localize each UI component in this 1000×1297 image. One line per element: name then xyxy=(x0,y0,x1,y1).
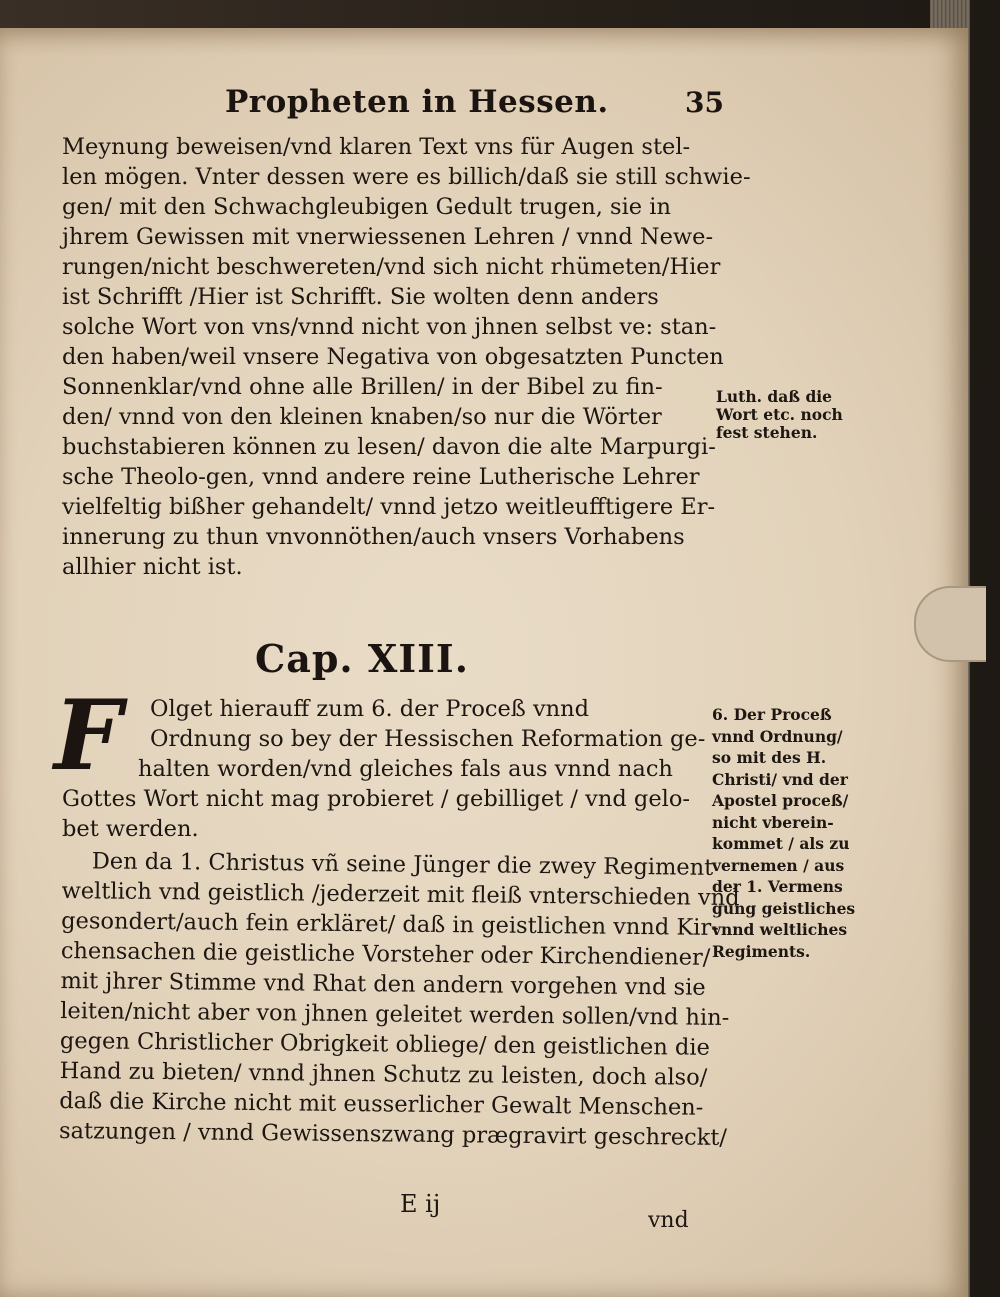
margin-note-line: vernemen / aus xyxy=(712,855,845,875)
text-line: Sonnenklar/vnd ohne alle Brillen/ in der Bibel zu fin- xyxy=(62,374,663,400)
margin-note-line: fest stehen. xyxy=(716,423,818,442)
text-line: Den da 1. Christus vñ seine Jünger die zwey Regiment xyxy=(91,848,714,881)
chapter-heading: Cap. XIII. xyxy=(255,636,469,681)
margin-note-line: Luth. daß die xyxy=(716,387,833,406)
margin-note-line: nicht vberein- xyxy=(712,812,834,832)
text-line: sche Theolo-gen, vnnd andere reine Lutherische Lehrer xyxy=(62,464,700,490)
text-line: solche Wort von vns/vnnd nicht von jhnen selbst ve: stan- xyxy=(62,314,717,340)
text-line: rungen/nicht beschwereten/vnd sich nicht rhümeten/Hier xyxy=(62,254,721,280)
text-line: Gottes Wort nicht mag probieret / gebilliget / vnd gelo- xyxy=(62,786,690,812)
paragraph-1 xyxy=(62,132,751,582)
text-line: vielfeltig bißher gehandelt/ vnnd jetzo weitleufftigere Er- xyxy=(62,494,716,520)
text-line: mit jhrer Stimme vnd Rhat den andern vorgehen vnd sie xyxy=(60,967,706,1001)
text-line: gesondert/auch fein erkläret/ daß in geistlichen vnnd Kir- xyxy=(61,907,719,941)
margin-note-line: der 1. Vermens xyxy=(712,877,843,896)
drop-capital: F xyxy=(54,679,123,792)
margin-note-line: Wort etc. noch xyxy=(716,405,843,424)
text-line: Ordnung so bey der Hessischen Reformation ge- xyxy=(150,726,706,752)
text-line: Olget hierauff zum 6. der Proceß vnnd xyxy=(150,696,590,722)
text-line: gegen Christlicher Obrigkeit obliege/ den geistlichen die xyxy=(59,1027,710,1061)
text-line: allhier nicht ist. xyxy=(62,554,243,580)
margin-note-2 xyxy=(712,704,855,962)
page-header xyxy=(225,84,745,124)
text-line: leiten/nicht aber von jhnen geleitet werden sollen/vnd hin- xyxy=(60,997,730,1031)
margin-note-line: vnnd Ordnung/ xyxy=(712,726,843,746)
paragraph-2 xyxy=(62,694,722,844)
catchword: vnd xyxy=(648,1208,689,1233)
running-head: Propheten in Hessen. xyxy=(225,84,609,120)
margin-note-line: 6. Der Proceß xyxy=(712,705,832,724)
text-line: gen/ mit den Schwachgleubigen Gedult trugen, sie in xyxy=(62,194,671,220)
text-line: daß die Kirche nicht mit eusserlicher Gewalt Menschen- xyxy=(59,1087,704,1121)
margin-note-line: Regiments. xyxy=(712,941,811,961)
text-line: bet werden. xyxy=(62,816,199,842)
text-line: satzungen / vnnd Gewissenszwang prægravirt geschreckt/ xyxy=(58,1117,728,1151)
margin-note-line: gung geistliches xyxy=(712,898,856,918)
text-line: chensachen die geistliche Vorsteher oder Kirchendiener/ xyxy=(60,937,711,971)
text-line: jhrem Gewissen mit vnerwiessenen Lehren / vnnd Newe- xyxy=(62,224,714,250)
text-line: den haben/weil vnsere Negativa von obgesatzten Puncten xyxy=(62,344,724,370)
index-tab xyxy=(914,586,986,662)
text-line: den/ vnnd von den kleinen knaben/so nur die Wörter xyxy=(62,404,662,430)
margin-note-line: kommet / als zu xyxy=(712,834,850,853)
margin-note-line: Apostel proceß/ xyxy=(712,791,849,810)
text-line: buchstabieren können zu lesen/ davon die alte Marpurgi- xyxy=(62,434,716,460)
text-line: innerung zu thun vnvonnöthen/auch vnsers Vorhabens xyxy=(62,524,685,550)
page-number: 35 xyxy=(685,86,724,119)
margin-note-line: vnnd weltliches xyxy=(712,920,848,939)
text-line: len mögen. Vnter dessen were es billich/daß sie still schwie- xyxy=(62,164,751,190)
text-line: weltlich vnd geistlich /jederzeit mit fleiß vnterschieden vnd xyxy=(61,877,740,912)
text-line: Meynung beweisen/vnd klaren Text vns für Augen stel- xyxy=(62,134,691,160)
signature-mark: E ij xyxy=(400,1190,441,1218)
paragraph-3 xyxy=(58,846,740,1153)
text-line: Hand zu bieten/ vnnd jhnen Schutz zu leisten, doch also/ xyxy=(59,1057,708,1091)
margin-note-line: so mit des H. xyxy=(712,748,827,767)
text-line: halten worden/vnd gleiches fals aus vnnd nach xyxy=(138,756,673,782)
margin-note-1 xyxy=(716,388,843,442)
text-line: ist Schrifft /Hier ist Schrifft. Sie wolten denn anders xyxy=(62,284,659,310)
margin-note-line: Christi/ vnd der xyxy=(712,769,848,789)
